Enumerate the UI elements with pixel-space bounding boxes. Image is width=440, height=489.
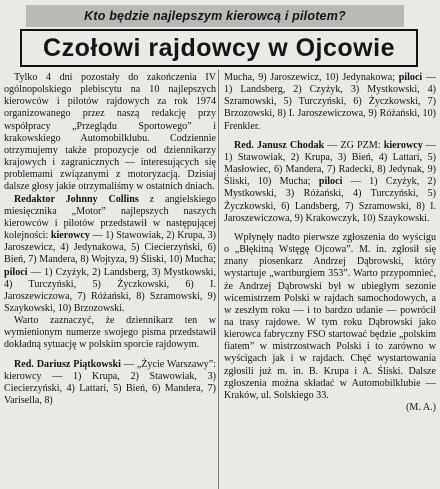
chodak-paragraph bbox=[224, 140, 436, 225]
collins-text: z angielskiego miesięcznika „Motor” najlepszych naszych kierowców i pilotów przedstawił w następującej kolejności: bbox=[4, 193, 216, 242]
chodak-text: — ZG PZM: bbox=[324, 139, 384, 151]
left-column bbox=[4, 72, 216, 407]
chodak-lead: Red. Janusz Chodak bbox=[234, 139, 325, 151]
chodak-pilots: — 1) Czyżyk, 2) Mystkowski, 3) Różański, 4) Turczyński, 5) Życzkowski, 6) Landsberg, 7) Szramowski, 8) I. Jaroszewiczowa, 9) Krakowczyk, 10) Szaykowski. bbox=[224, 176, 436, 224]
chodak-drivers-label: kierowcy bbox=[383, 139, 423, 151]
kicker-heading: Kto będzie najlepszym kierowcą i pilotem? bbox=[26, 5, 404, 27]
intro-paragraph: Tylko 4 dni pozostały do zakończenia IV ogólnopolskiego plebiscytu na 10 najlepszych kierowców i pilotów rajdowych za rok 1974 organizowanego przez naszą redakcję przy współpracy „Przeglądu Sportowego” i krakowskiego Automobilklubu. Codziennie otrzymujemy także propozycje od dziennikarzy krajowych i zagranicznych — interesujących się problemami związanymi z motoryzacją. Dzisiaj dalsze głosy jakie otrzymaliśmy w ostatnich dniach. bbox=[4, 72, 216, 193]
continued-pilots-label: piloci bbox=[398, 72, 423, 83]
collins-drivers-label: kierowcy bbox=[50, 230, 90, 242]
note-paragraph: Warto zaznaczyć, że dziennikarz ten w wymienionym numerze swojego pisma przedstawił dokładną sytuację w polskim sporcie rajdowym. bbox=[4, 315, 216, 351]
continued-pilots: — 1) Landsberg, 2) Czyżyk, 3) Mystkowski, 4) Szramowski, 5) Turczyński, 6) Życzkowski, 7) Brzozowski, 8) I. Jaroszewiczowa, 9) Różański, 10) Frenkler. bbox=[224, 72, 436, 132]
piatkowski-paragraph bbox=[4, 359, 216, 408]
piatkowski-lead: Red. Dariusz Piątkowski bbox=[14, 358, 121, 370]
headline: Czołowi rajdowcy w Ojcowie bbox=[20, 29, 418, 67]
closing-paragraph: Wpłynęły nadto pierwsze zgłoszenia do wyścigu o „Błękitną Wstęgę Ojcowa”. M. in. zgłosił się znany piosenkarz Andrzej Dąbrowski, który wystartuje „wartburgiem 353”. Warto przypomnieć, że Andrzej Dąbrowski był w ubiegłym sezonie wicemistrzem Polski w rajdach samochodowych, a w zeszłym roku — i to bardzo udanie — powrócił na trasy rajdowe. W tym roku Dąbrowski jako kierowca fabryczny FSO startować będzie „polskim fiatem” w mistrzostwach Polski i to zarówno w wyścigach jak i w rajdach. Chęć wystartowania zgłosili już m. in. B. Krupa i A. Śliski. Dalsze zgłoszenia można składać w Automobilklubie — Kraków, ul. Solskiego 33. bbox=[224, 231, 436, 401]
right-column bbox=[224, 72, 436, 414]
collins-pilots-label: piloci bbox=[4, 266, 28, 278]
collins-drivers: — 1) Stawowiak, 2) Krupa, 3) Jaroszewicz, 4) Jedynakowa, 5) Ciecierzyński, 6) Bień, 7) Mandera, 8) Wojtyza, 9) Śliski, 10) Mucha; bbox=[4, 230, 216, 266]
continued-text: Mucha, 9) Jaroszewicz, 10) Jedynakowa; bbox=[224, 72, 399, 83]
column-divider bbox=[218, 70, 219, 489]
collins-paragraph bbox=[4, 194, 216, 316]
continued-paragraph bbox=[224, 72, 436, 133]
byline: (M. A.) bbox=[406, 402, 436, 414]
collins-pilots: — 1) Czyżyk, 2) Landsberg, 3) Mystkowski, 4) Turczyński, 5) Życzkowski, 6) I. Jaroszewiczowa, 7) Różański, 8) Szramowski, 9) Szaykowski, 10) Brzozowski. bbox=[4, 266, 216, 314]
collins-lead: Redaktor Johnny Collins bbox=[14, 193, 139, 205]
chodak-drivers: — 1) Stawowiak, 2) Krupa, 3) Bień, 4) Lattari, 5) Masłowiec, 6) Mandera, 7) Radecki, 8) Jedynak, 9) Śliski, 10) Mucha; bbox=[224, 139, 436, 188]
chodak-pilots-label: piloci bbox=[318, 176, 343, 188]
piatkowski-text: — „Życie Warszawy”: kierowcy — 1) Krupa, 2) Stawowiak, 3) Ciecierzyński, 4) Lattari, 5) Bień, 6) Mandera, 7) Varisella, 8) bbox=[4, 358, 216, 407]
